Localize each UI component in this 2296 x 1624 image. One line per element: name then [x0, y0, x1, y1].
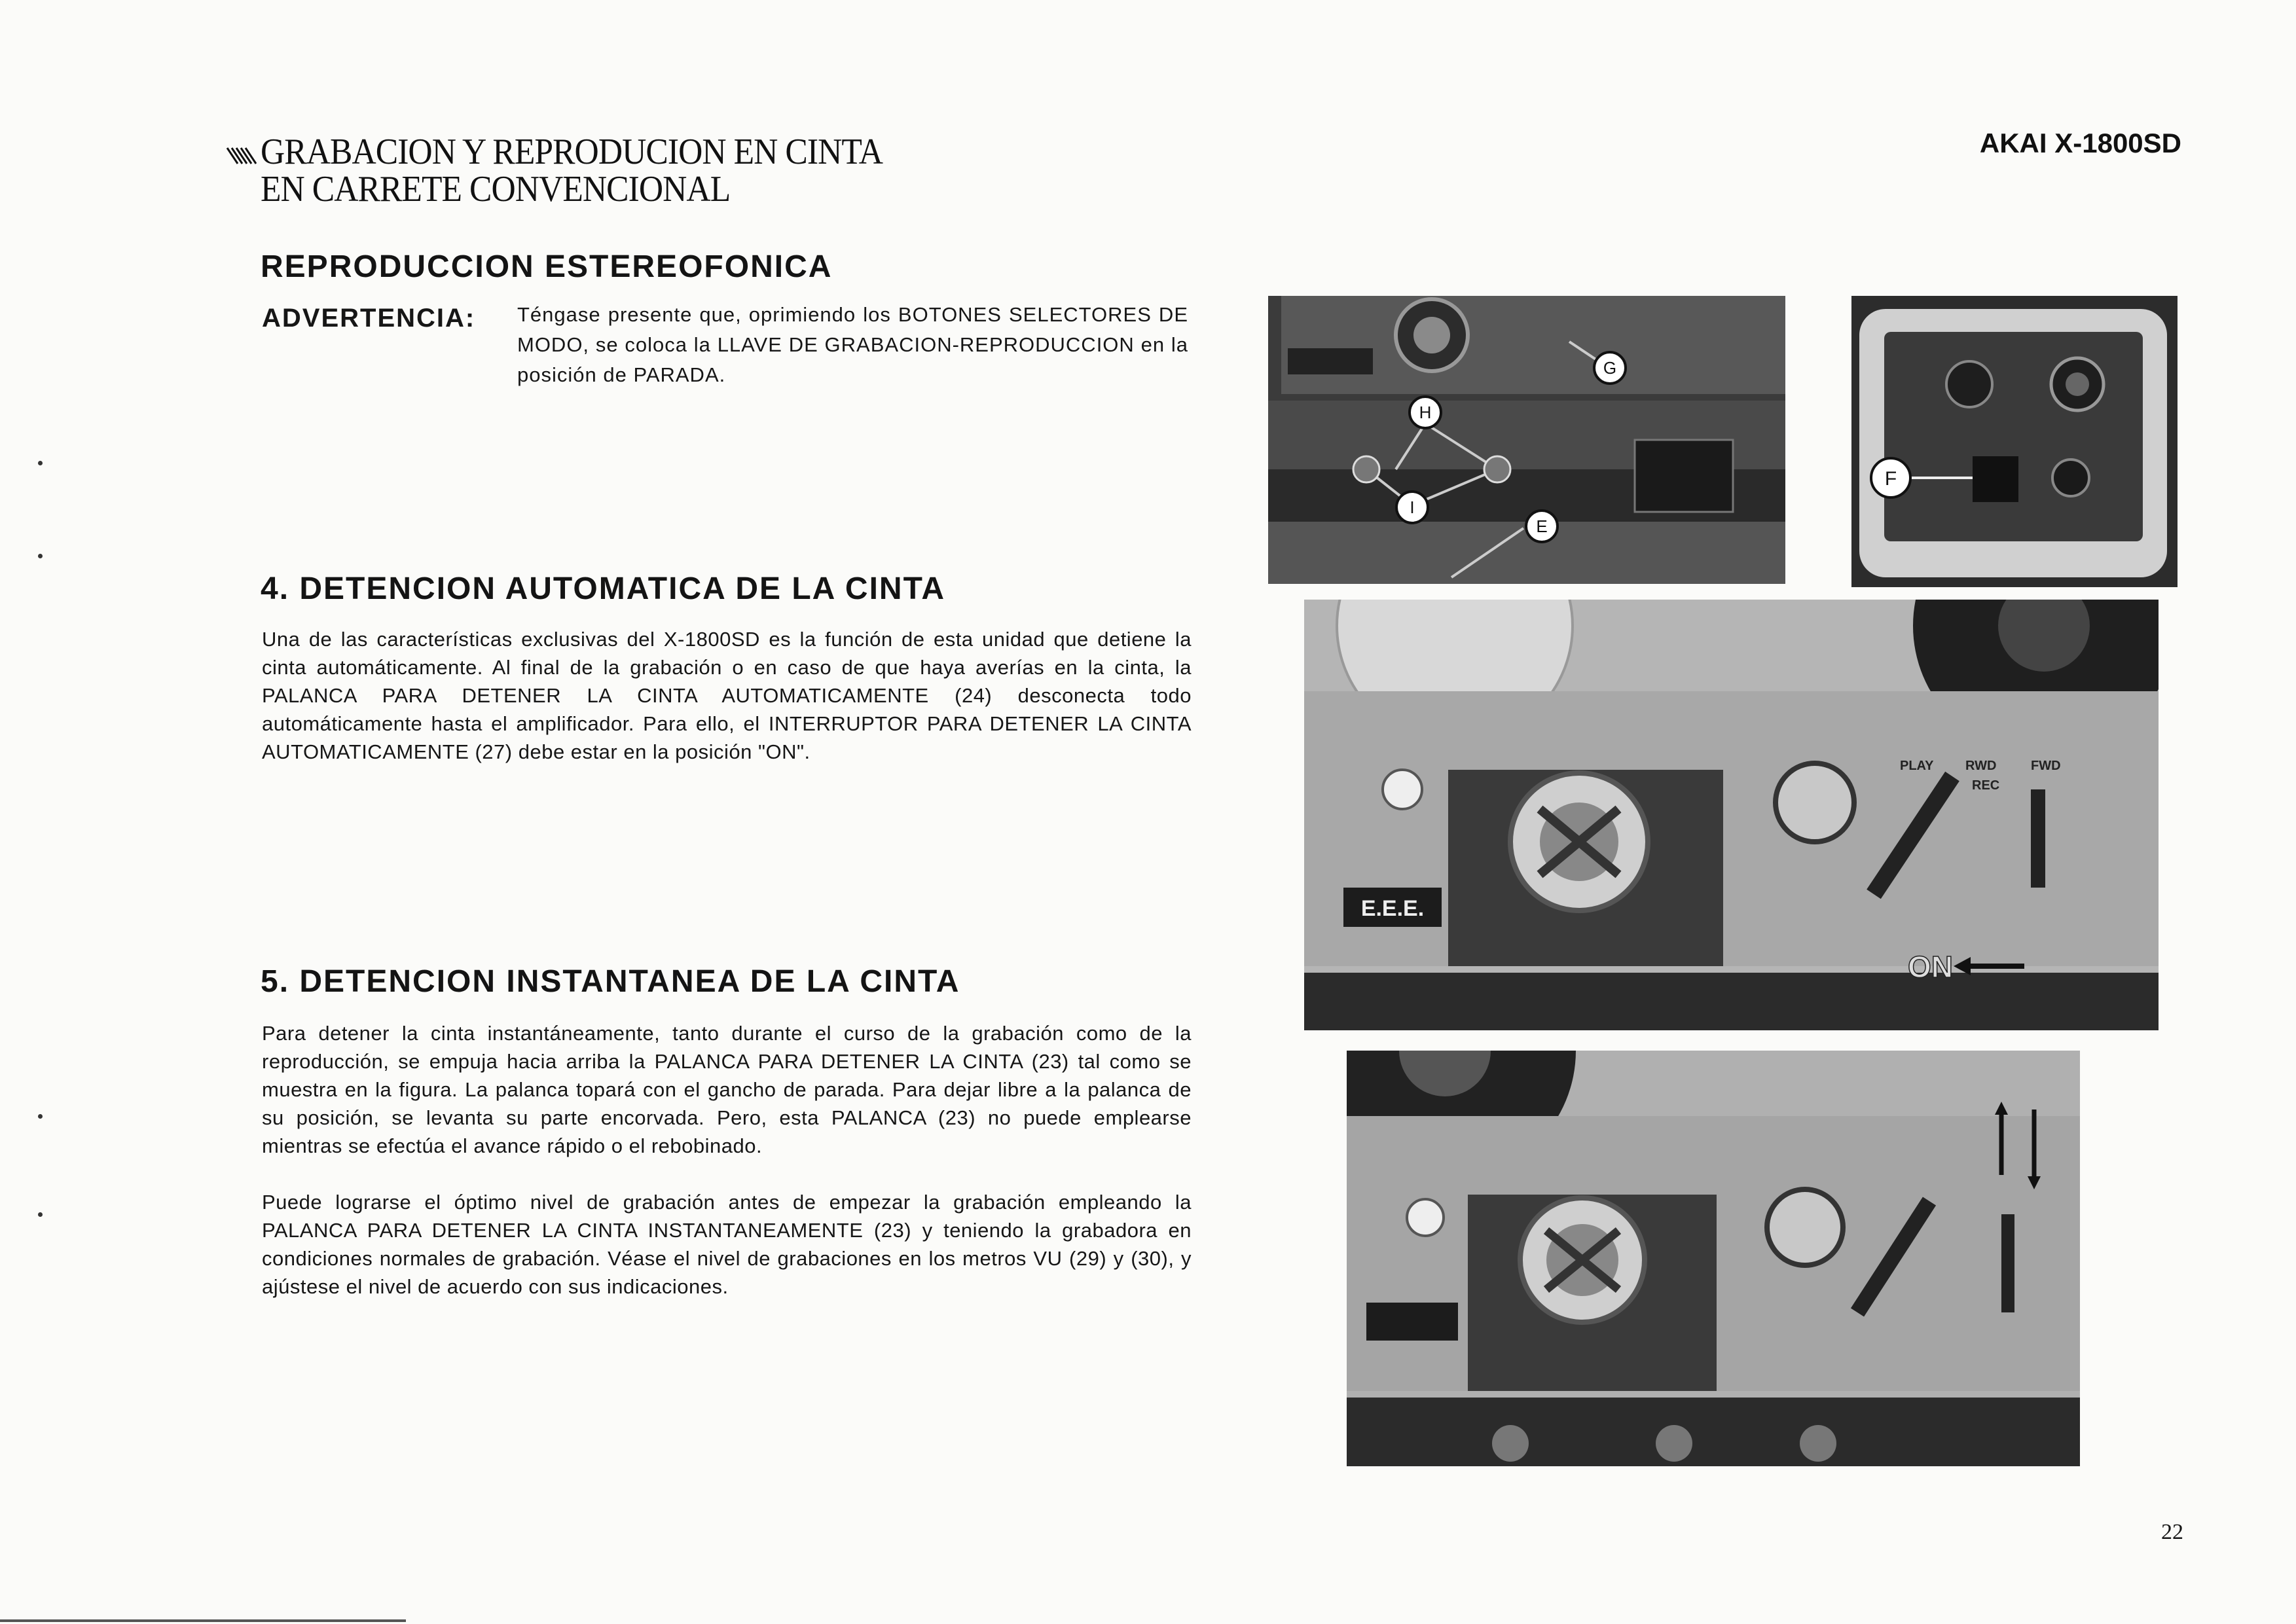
brand-model: AKAI X-1800SD [1979, 128, 2181, 158]
scan-dot [38, 554, 43, 558]
label-play: PLAY [1900, 759, 1934, 773]
page-number: 22 [2161, 1520, 2183, 1544]
label-rwd: RWD [1965, 759, 1997, 773]
main-title [261, 134, 883, 208]
section4-body: Una de las características exclusivas del X-1800SD es la función de esta unidad que detiene la cinta automáticamente. Al final de la grabación o en caso de que haya averías en la cinta, la PALANCA PARA DETENER LA CINTA AUTOMATICAMENTE (24) desconecta todo automáticamente hasta el amplificador. Para ello, el INTERRUPTOR PARA DETENER LA CINTA AUTOMATICAMENTE (27) debe estar en la posición "ON". [262, 628, 1192, 763]
callout-h: H [1419, 403, 1432, 422]
callout-f: F [1884, 468, 1897, 490]
section5-body1: Para detener la cinta instantáneamente, tanto durante el curso de la grabación como de la reproducción, se empuja hacia arriba la PALANCA PARA DETENER LA CINTA (23) tal como se muestra en la figura. La palanca topará con el gancho de parada. Para dejar libre a la palanca de su posición, se levanta su parte encorvada. Pero, esta PALANCA (23) no puede emplearse mientras se efectúa el avance rápido o el rebobinado. [262, 1022, 1192, 1157]
scan-edge-line [0, 1619, 406, 1622]
stereo-heading: REPRODUCCION ESTEREOFONICA [261, 249, 833, 284]
scan-dot [38, 1114, 43, 1119]
main-title-line1: GRABACION Y REPRODUCION EN CINTA [261, 132, 883, 172]
callout-g: G [1603, 358, 1617, 378]
photo-input-panel [1851, 296, 2178, 587]
label-rec: REC [1972, 778, 2000, 793]
scan-dot [38, 1212, 43, 1217]
on-label: ON [1908, 950, 1953, 984]
section4-heading: 4. DETENCION AUTOMATICA DE LA CINTA [261, 571, 945, 606]
warning-text: Téngase presente que, oprimiendo los BOTONES SELECTORES DE MODO, se coloca la LLAVE DE GRABACION-REPRODUCCION en la posición de PARADA. [517, 303, 1188, 386]
deck-letters: E.E.E. [1360, 896, 1425, 921]
photo-control-panel [1268, 296, 1785, 584]
callout-i: I [1410, 497, 1415, 517]
section5-body2: Puede lograrse el óptimo nivel de grabación antes de empezar la grabación empleando la PALANCA PARA DETENER LA CINTA INSTANTANEAMENTE (23) y teniendo la grabadora en condiciones normales de grabación. Véase el nivel de grabaciones en los metros VU (29) y (30), y ajústese el nivel de acuerdo con sus indicaciones. [262, 1191, 1192, 1298]
callout-e: E [1536, 516, 1548, 536]
scan-dot [38, 461, 43, 465]
section5-heading: 5. DETENCION INSTANTANEA DE LA CINTA [261, 964, 960, 999]
warning-label: ADVERTENCIA: [262, 304, 476, 333]
photo-auto-stop [1304, 600, 2159, 1030]
photo-instant-stop [1347, 1051, 2080, 1466]
header-stripes-icon [226, 145, 257, 166]
label-fwd: FWD [2031, 759, 2061, 773]
main-title-line2: EN CARRETE CONVENCIONAL [261, 169, 731, 209]
